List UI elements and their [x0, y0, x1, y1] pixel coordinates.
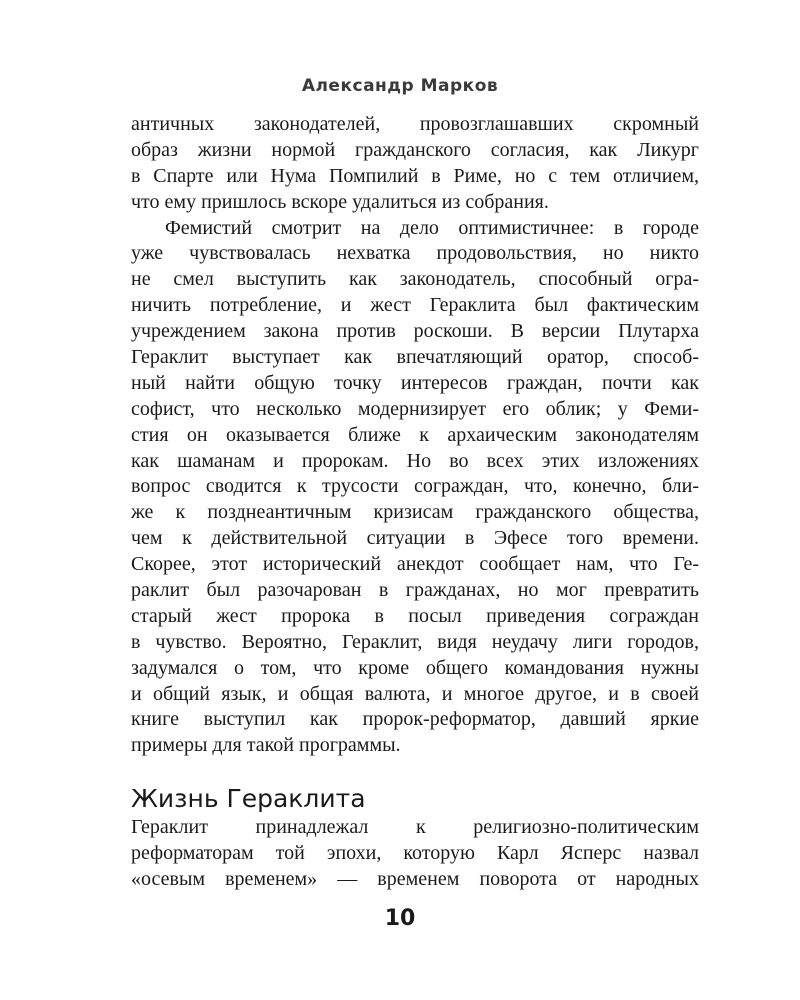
text-line: стия он оказывается ближе к архаическим законодателям: [131, 423, 699, 446]
text-line: реформаторам той эпохи, которую Карл Ясперс назвал: [131, 841, 699, 864]
text-line: книге выступил как пророк-реформатор, давший яркие: [131, 708, 699, 731]
text-line: Фемистий смотрит на дело оптимистичнее: в городе: [165, 216, 699, 239]
section-heading: Жизнь Гераклита: [131, 784, 366, 813]
text-line: примеры для такой программы.: [131, 734, 401, 757]
text-line: софист, что несколько модернизирует его облик; у Феми-: [131, 397, 699, 420]
running-head-author: Александр Марков: [301, 76, 499, 96]
text-line: чем к действительной ситуации в Эфесе того времени.: [131, 527, 699, 550]
text-line: уже чувствовалась нехватка продовольствия, но никто: [131, 242, 699, 265]
text-line: Гераклит выступает как впечатляющий оратор, способ-: [131, 346, 699, 369]
text-line: же к позднеантичным кризисам гражданского общества,: [131, 501, 699, 524]
text-line: что ему пришлось вскоре удалиться из собрания.: [131, 190, 549, 213]
text-line: образ жизни нормой гражданского согласия, как Ликург: [131, 138, 699, 161]
body-text: [131, 112, 699, 759]
section-text: [131, 815, 699, 893]
page-number: 10: [384, 906, 416, 931]
text-line: и общий язык, и общая валюта, и многое другое, и в своей: [131, 682, 699, 705]
text-line: Гераклит принадлежал к религиозно-политическим: [131, 816, 699, 838]
text-line: ный найти общую точку интересов граждан, почти как: [131, 371, 699, 394]
text-line: учреждением закона против роскоши. В версии Плутарха: [131, 320, 699, 343]
text-line: Скорее, этот исторический анекдот сообщает нам, что Ге-: [131, 553, 699, 576]
text-line: старый жест пророка в посыл приведения сограждан: [131, 604, 699, 627]
text-line: ничить потребление, и жест Гераклита был фактическим: [131, 294, 699, 317]
text-line: вопрос сводится к трусости сограждан, что, конечно, бли-: [131, 475, 699, 498]
text-line: в Спарте или Нума Помпилий в Риме, но с тем отличием,: [131, 164, 699, 187]
text-line: античных законодателей, провозглашавших скромный: [131, 113, 699, 135]
text-line: раклит был разочарован в гражданах, но мог превратить: [131, 579, 699, 602]
text-line: «осевым временем» — временем поворота от народных: [131, 867, 699, 890]
text-line: задумался о том, что кроме общего командования нужны: [131, 656, 699, 679]
text-line: не смел выступить как законодатель, способный огра-: [131, 268, 699, 291]
text-line: в чувство. Вероятно, Гераклит, видя неудачу лиги городов,: [131, 630, 699, 653]
text-line: как шаманам и пророкам. Но во всех этих изложениях: [131, 449, 699, 472]
